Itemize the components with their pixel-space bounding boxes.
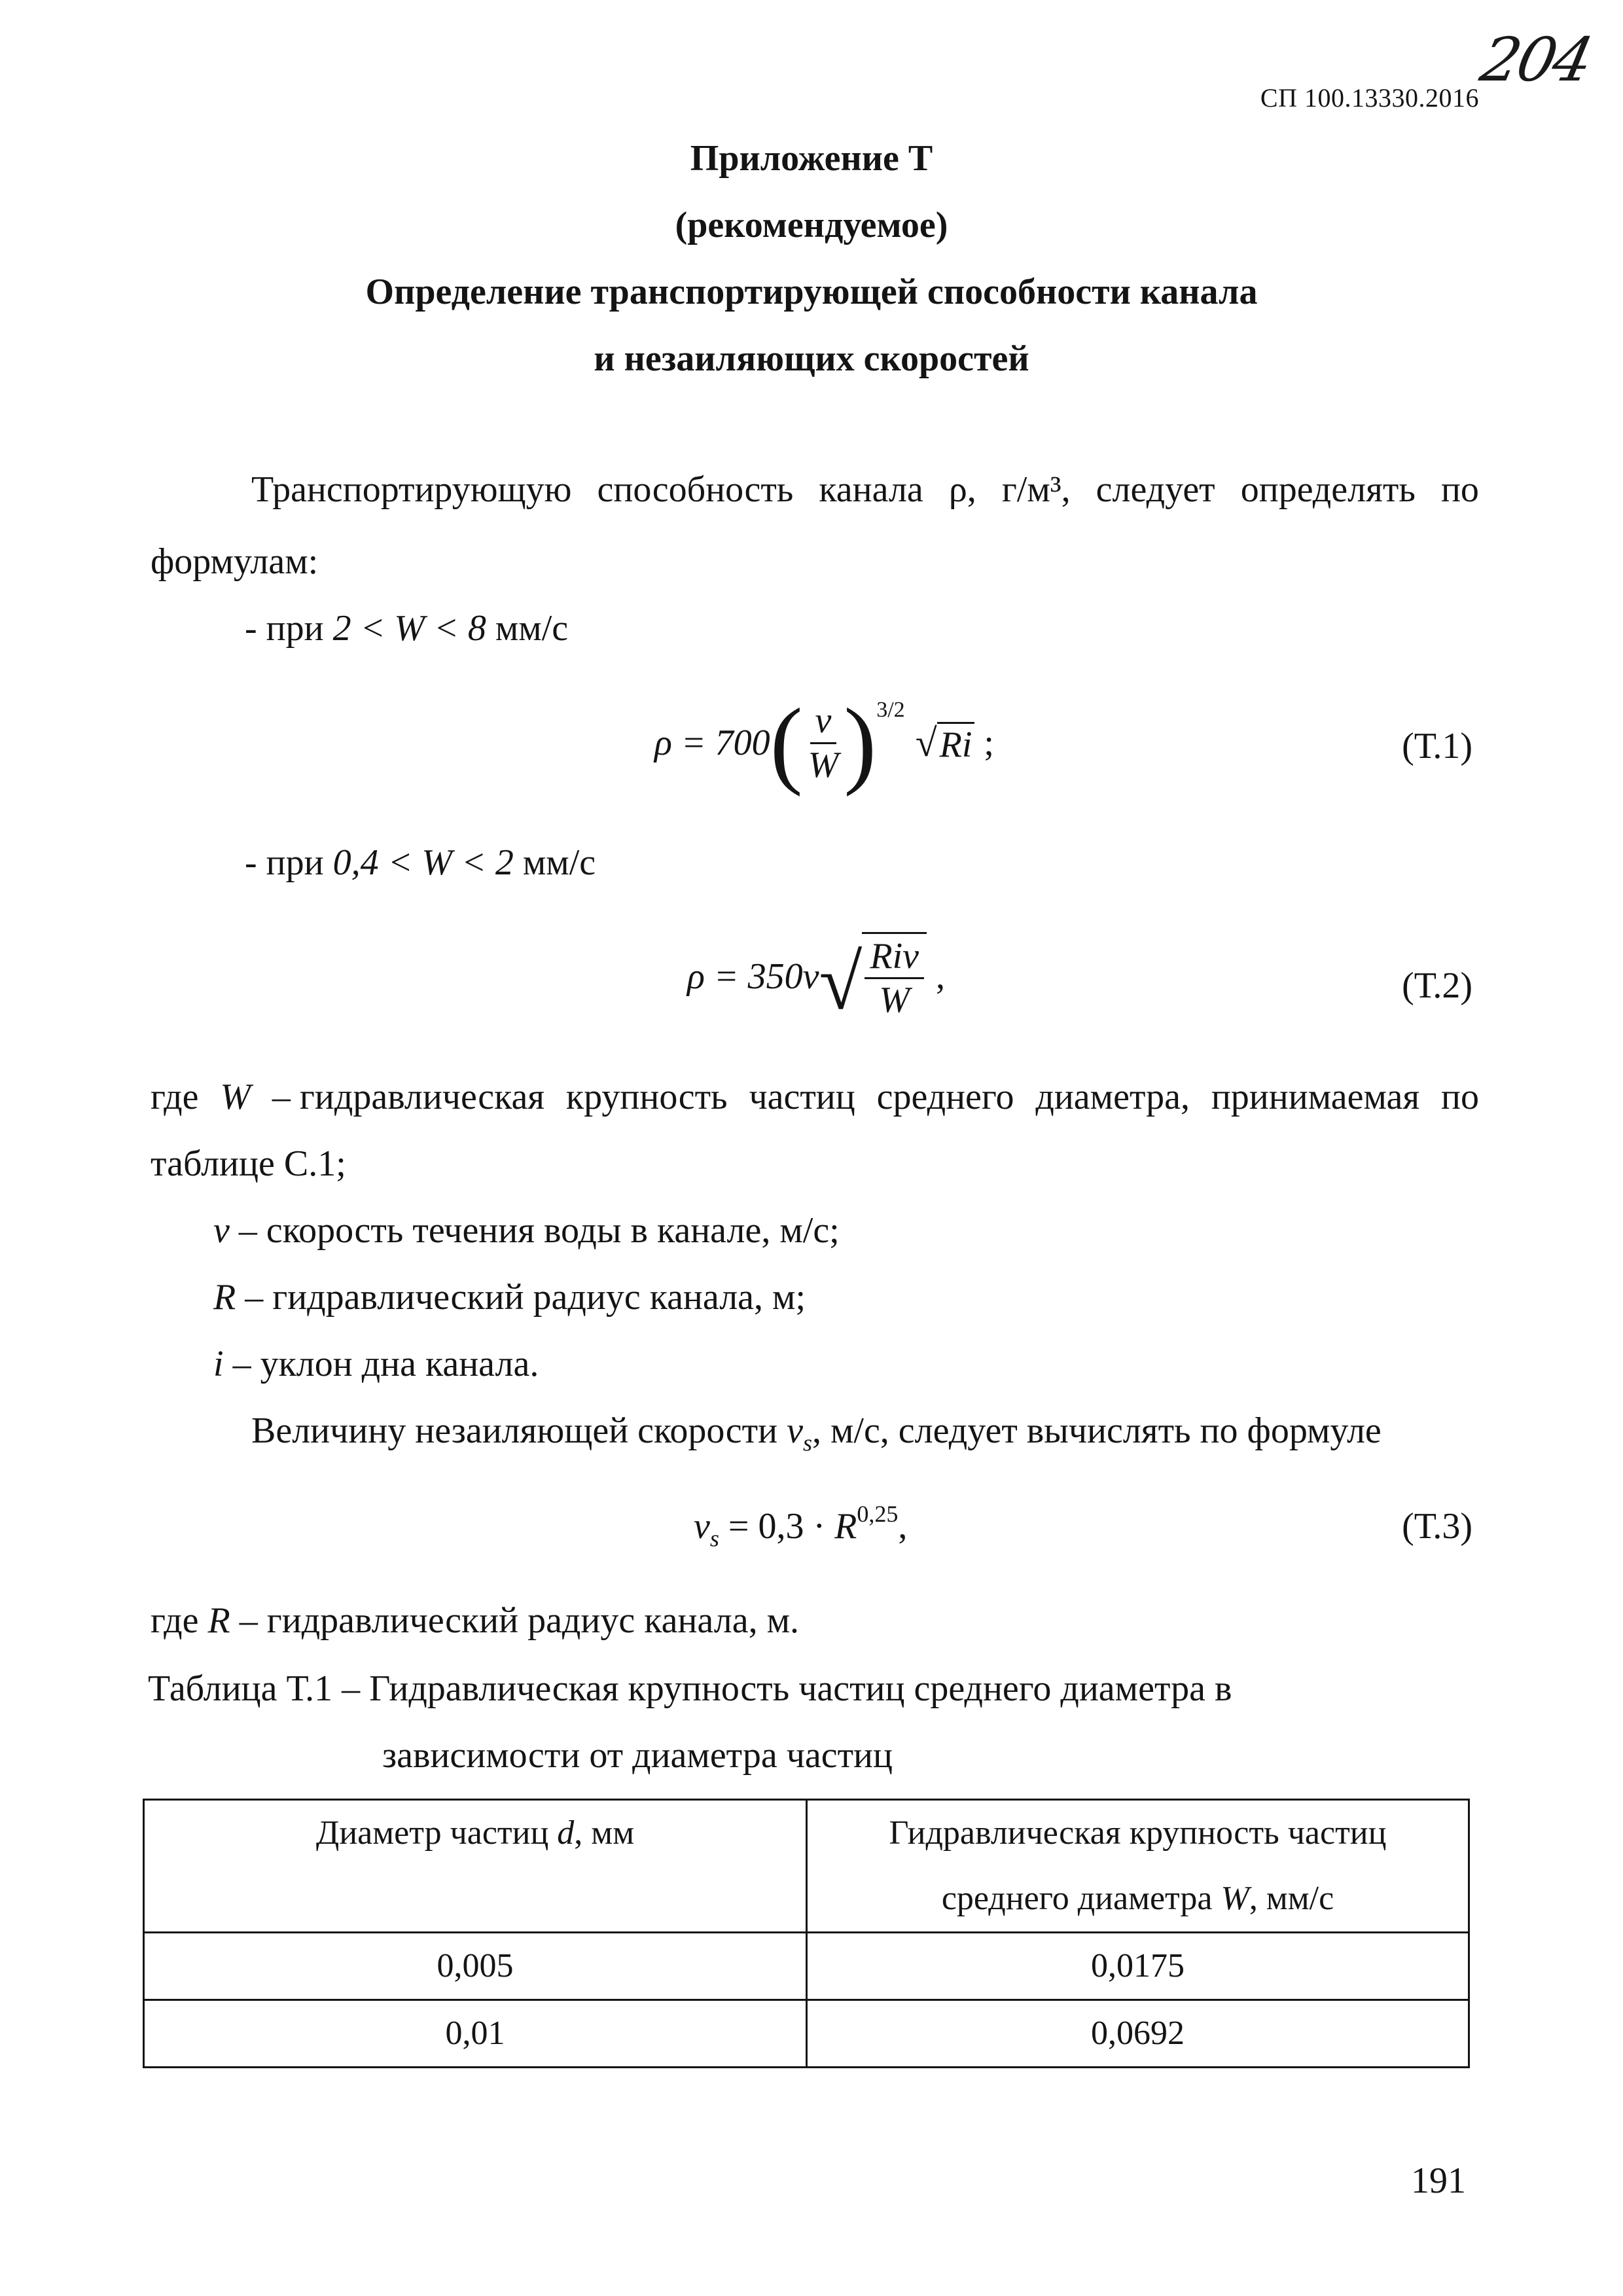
eq3-number: (Т.3) [1402,1506,1472,1547]
table-header-diameter: Диаметр частиц d, мм [144,1800,807,1933]
table-row [144,2000,1469,2068]
table-cell-hydraulic-size: 0,0692 [807,2000,1469,2068]
equation-t1: ρ = 700 ( $\frac{v}{W}$ ) 3/2 √ Ri ; [654,689,994,797]
definition-i: i – уклон дна канала. [213,1344,539,1384]
eq2-sqrt: √ $\frac{\text{Riv}}{W}$ [819,932,927,1022]
condition-2-expr: 0,4 < W < 2 [332,842,514,883]
definition-R: R – гидравлический радиус канала, м; [213,1277,806,1318]
table-row [144,1933,1469,2000]
eq1-fraction: $\frac{v}{W}$ [808,700,839,785]
where-R: где R – гидравлический радиус канала, м. [151,1600,800,1641]
where-line1: где W – гидравлическая крупность частиц среднего диаметра, принимаемая по [151,1077,1479,1117]
table-caption-line1: Таблица Т.1 – Гидравлическая крупность частиц среднего диаметра в [148,1668,1232,1709]
intro-word: следует [1096,469,1215,510]
condition-1: - при 2 < W < 8 мм/с [245,608,569,649]
intro-line2: формулам: [151,541,319,582]
intro-word: г/м³, [1001,469,1071,510]
table-caption-line2: зависимости от диаметра частиц [382,1735,893,1776]
equation-t2: ρ = 350v √ $\frac{\text{Riv}}{W}$ , [687,932,945,1022]
appendix-heading-line1: Определение транспортирующей способности канала [365,272,1258,312]
table-header-hydraulic-size: Гидравлическая крупность частиц среднего диаметра W, мм/с [807,1800,1469,1933]
intro-word: определять [1240,469,1416,510]
equation-t3: $v_s = 0,3 \cdot R^{0,25}$, [694,1500,908,1552]
where-line2: таблице С.1; [151,1143,346,1184]
definition-v: v – скорость течения воды в канале, м/с; [213,1210,840,1251]
appendix-heading-line2: и незаиляющих скоростей [594,338,1029,379]
table-header-row [144,1800,1469,1933]
intro-word: по [1440,469,1479,510]
eq2-lhs: ρ = 350v [687,956,819,997]
table-cell-hydraulic-size: 0,0175 [807,1933,1469,2000]
handwritten-page-number: 204 [1474,25,1597,95]
intro-word: способность [597,469,794,510]
eq2-number: (Т.2) [1402,965,1472,1006]
condition-1-expr: 2 < W < 8 [332,608,486,649]
intro-word: Транспортирующую [251,469,572,510]
intro-word: канала [819,469,923,510]
appendix-status: (рекомендуемое) [675,205,948,245]
eq2-fraction: $\frac{\text{Riv}}{W}$ [865,935,924,1022]
eq1-number: (Т.1) [1402,726,1472,766]
table-cell-diameter: 0,01 [144,2000,807,2068]
document-code: СП 100.13330.2016 [1260,83,1479,113]
page-number: 191 [1411,2161,1466,2201]
table-cell-diameter: 0,005 [144,1933,807,2000]
intro-word: ρ, [948,469,976,510]
appendix-title: Приложение Т [690,138,933,179]
table-t1 [143,1799,1470,2068]
nonsilting-velocity-paragraph: Величину незаиляющей скорости $v_s$, м/с, следует вычислять по формуле [251,1410,1382,1456]
eq1-sqrt: √ Ri [916,721,975,766]
eq1-power: 3/2 [876,698,905,722]
condition-2: - при 0,4 < W < 2 мм/с [245,842,596,883]
intro-line1 [251,469,1479,511]
eq1-lhs: ρ = 700 [654,723,770,763]
